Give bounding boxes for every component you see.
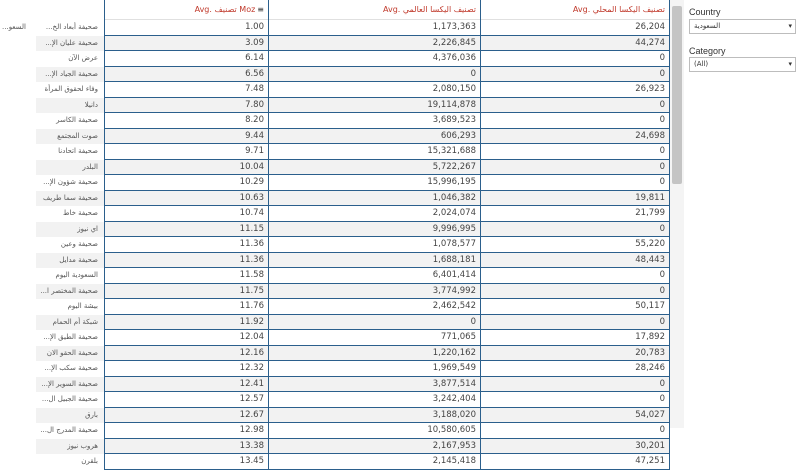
table-row (104, 253, 670, 269)
column-header-alexa-local[interactable]: Avg. تصنيف اليكسا المحلي (480, 0, 670, 20)
row-name[interactable]: بيشة اليوم (67, 302, 98, 310)
alexa-global-cell: 19,114,878 (268, 98, 480, 114)
row-name[interactable]: بارق (36, 408, 104, 424)
alexa-global-cell: 3,877,514 (268, 377, 480, 393)
alexa-local-cell: 50,117 (480, 299, 670, 315)
alexa-local-cell: 24,698 (480, 129, 670, 145)
table-row (104, 346, 670, 362)
row-name[interactable]: صحيفة سما طريف (36, 191, 104, 207)
row-name[interactable]: البلدر (36, 160, 104, 176)
alexa-local-cell: 0 (480, 98, 670, 114)
table-row (104, 175, 670, 191)
alexa-global-cell: 15,321,688 (268, 144, 480, 160)
category-select-value: (All) (694, 60, 709, 68)
row-name[interactable]: صوت المجتمع (36, 129, 104, 145)
moz-cell: 7.80 (104, 98, 268, 114)
column-header-moz[interactable] (104, 0, 268, 20)
alexa-local-cell: 0 (480, 284, 670, 300)
row-name[interactable]: دانيلا (36, 98, 104, 114)
alexa-global-cell: 2,226,845 (268, 36, 480, 52)
alexa-local-cell: 0 (480, 160, 670, 176)
table-row (104, 160, 670, 176)
moz-cell: 11.36 (104, 253, 268, 269)
row-name[interactable]: صحيفة أبعاد الخ... (45, 23, 98, 31)
row-name[interactable]: صحيفة الجبيل ال... (41, 395, 98, 403)
country-select[interactable] (689, 19, 796, 34)
row-name[interactable]: صحيفة وعين (60, 240, 98, 248)
moz-cell: 8.20 (104, 113, 268, 129)
moz-cell: 11.36 (104, 237, 268, 253)
moz-cell: 11.92 (104, 315, 268, 331)
table-row (104, 67, 670, 83)
alexa-global-cell: 3,242,404 (268, 392, 480, 408)
table-row (104, 36, 670, 52)
table-row (104, 284, 670, 300)
row-name[interactable]: صحيفة الكاسر (56, 116, 98, 124)
moz-cell: 9.71 (104, 144, 268, 160)
moz-cell: 10.74 (104, 206, 268, 222)
table-row (104, 268, 670, 284)
alexa-local-cell: 0 (480, 113, 670, 129)
table-row (104, 51, 670, 67)
alexa-local-cell: 19,811 (480, 191, 670, 207)
table-row (104, 299, 670, 315)
row-name[interactable]: اي نيوز (36, 222, 104, 238)
column-header-alexa-global[interactable]: Avg. تصنيف اليكسا العالمي (268, 0, 480, 20)
moz-cell: 12.98 (104, 423, 268, 439)
moz-cell: 11.75 (104, 284, 268, 300)
row-name[interactable]: صحيفة سكب الإ... (44, 364, 98, 372)
moz-cell: 13.45 (104, 454, 268, 470)
alexa-local-cell: 17,892 (480, 330, 670, 346)
sort-icon[interactable]: ≡ (257, 5, 264, 14)
alexa-global-cell: 1,173,363 (268, 20, 480, 36)
row-name[interactable]: شبكة أم الحمام (36, 315, 104, 331)
moz-cell: 10.04 (104, 160, 268, 176)
alexa-local-cell: 0 (480, 392, 670, 408)
row-header-column (0, 0, 104, 465)
alexa-global-cell: 1,220,162 (268, 346, 480, 362)
moz-cell: 12.41 (104, 377, 268, 393)
table-row (104, 361, 670, 377)
alexa-local-cell: 20,783 (480, 346, 670, 362)
alexa-local-cell: 0 (480, 423, 670, 439)
alexa-global-cell: 2,167,953 (268, 439, 480, 455)
table-row (104, 20, 670, 36)
alexa-global-cell: 15,996,195 (268, 175, 480, 191)
table-row (104, 206, 670, 222)
table-row (104, 113, 670, 129)
table-row (104, 423, 670, 439)
moz-cell: 12.67 (104, 408, 268, 424)
moz-cell: 13.38 (104, 439, 268, 455)
alexa-global-cell: 1,969,549 (268, 361, 480, 377)
alexa-local-cell: 21,799 (480, 206, 670, 222)
group-label: ...السعو (2, 23, 27, 31)
row-name[interactable]: صحيفة الطيق الإ... (43, 333, 98, 341)
moz-cell: 11.15 (104, 222, 268, 238)
country-select-value: السعودية (694, 22, 721, 30)
alexa-global-cell: 1,688,181 (268, 253, 480, 269)
alexa-local-cell: 44,274 (480, 36, 670, 52)
alexa-local-cell: 0 (480, 315, 670, 331)
alexa-global-cell: 1,046,382 (268, 191, 480, 207)
table-row (104, 377, 670, 393)
table-row (104, 82, 670, 98)
vertical-scrollbar[interactable] (670, 0, 684, 428)
alexa-global-cell: 771,065 (268, 330, 480, 346)
alexa-global-cell: 0 (268, 67, 480, 83)
alexa-local-cell: 26,923 (480, 82, 670, 98)
moz-cell: 6.56 (104, 67, 268, 83)
table-row (104, 191, 670, 207)
alexa-global-cell: 2,024,074 (268, 206, 480, 222)
row-name[interactable]: صحيفة مدايل (36, 253, 104, 269)
alexa-global-cell: 10,580,605 (268, 423, 480, 439)
alexa-local-cell: 0 (480, 144, 670, 160)
alexa-local-cell: 55,220 (480, 237, 670, 253)
moz-cell: 10.63 (104, 191, 268, 207)
data-rows (104, 20, 670, 470)
row-name[interactable]: صحيفة اتحادنا (58, 147, 98, 155)
alexa-local-cell: 0 (480, 222, 670, 238)
alexa-local-cell: 0 (480, 67, 670, 83)
row-name[interactable]: صحيفة شؤون الإ... (43, 178, 98, 186)
table-row (104, 454, 670, 470)
row-name-list (36, 20, 104, 470)
alexa-local-cell: 0 (480, 175, 670, 191)
alexa-global-cell: 1,078,577 (268, 237, 480, 253)
table-row (104, 439, 670, 455)
scroll-thumb[interactable] (672, 6, 682, 184)
table-row (104, 144, 670, 160)
table-row (104, 222, 670, 238)
column-header-row (104, 0, 670, 20)
moz-cell: 12.16 (104, 346, 268, 362)
alexa-global-cell: 2,462,542 (268, 299, 480, 315)
value-grid (104, 0, 670, 470)
moz-cell: 11.58 (104, 268, 268, 284)
row-name[interactable]: صحيفة المدرج ال... (40, 426, 98, 434)
alexa-local-cell: 47,251 (480, 454, 670, 470)
moz-cell: 12.04 (104, 330, 268, 346)
alexa-global-cell: 606,293 (268, 129, 480, 145)
moz-cell: 11.76 (104, 299, 268, 315)
table-row (104, 237, 670, 253)
moz-cell: 10.29 (104, 175, 268, 191)
moz-cell: 1.00 (104, 20, 268, 36)
row-name[interactable]: صحيفة الجياد الإ... (36, 67, 104, 83)
alexa-global-cell: 2,080,150 (268, 82, 480, 98)
table-row (104, 392, 670, 408)
alexa-global-cell: 0 (268, 315, 480, 331)
row-name[interactable]: صحيفة خاط (62, 209, 98, 217)
alexa-global-cell: 2,145,418 (268, 454, 480, 470)
row-name[interactable]: صحيفة السوير الإ... (36, 377, 104, 393)
table-row (104, 98, 670, 114)
chevron-down-icon[interactable]: ▾ (788, 60, 792, 68)
moz-cell: 7.48 (104, 82, 268, 98)
row-name[interactable]: صحيفة عليان الإ... (36, 36, 104, 52)
row-name[interactable]: السعودية اليوم (55, 271, 98, 279)
alexa-global-cell: 3,774,992 (268, 284, 480, 300)
filter-panel (684, 0, 800, 428)
row-name[interactable]: صحيفة المختصر ا... (36, 284, 104, 300)
row-name[interactable]: وفاء لحقوق المرأة (44, 85, 98, 93)
alexa-global-cell: 4,376,036 (268, 51, 480, 67)
column-header-moz-label: Avg. تصنيف Moz (194, 5, 256, 14)
alexa-global-cell: 6,401,414 (268, 268, 480, 284)
table-row (104, 330, 670, 346)
alexa-local-cell: 0 (480, 51, 670, 67)
moz-cell: 12.57 (104, 392, 268, 408)
country-filter-title: Country (689, 7, 721, 17)
table-row (104, 129, 670, 145)
row-name[interactable]: عرض الآن (68, 54, 98, 62)
alexa-local-cell: 0 (480, 377, 670, 393)
alexa-global-cell: 9,996,995 (268, 222, 480, 238)
moz-cell: 12.32 (104, 361, 268, 377)
alexa-local-cell: 48,443 (480, 253, 670, 269)
table-row (104, 408, 670, 424)
moz-cell: 6.14 (104, 51, 268, 67)
category-filter-title: Category (689, 46, 726, 56)
chevron-down-icon[interactable]: ▾ (788, 22, 792, 30)
alexa-global-cell: 3,188,020 (268, 408, 480, 424)
alexa-local-cell: 0 (480, 268, 670, 284)
alexa-local-cell: 54,027 (480, 408, 670, 424)
alexa-global-cell: 5,722,267 (268, 160, 480, 176)
row-name[interactable]: هروب نيوز (36, 439, 104, 455)
moz-cell: 9.44 (104, 129, 268, 145)
moz-cell: 3.09 (104, 36, 268, 52)
row-name[interactable]: بلقرن (81, 457, 98, 465)
row-name[interactable]: صحيفة الحقو الان (36, 346, 104, 362)
category-select[interactable] (689, 57, 796, 72)
alexa-global-cell: 3,689,523 (268, 113, 480, 129)
alexa-local-cell: 30,201 (480, 439, 670, 455)
alexa-local-cell: 28,246 (480, 361, 670, 377)
table-row (104, 315, 670, 331)
alexa-local-cell: 26,204 (480, 20, 670, 36)
